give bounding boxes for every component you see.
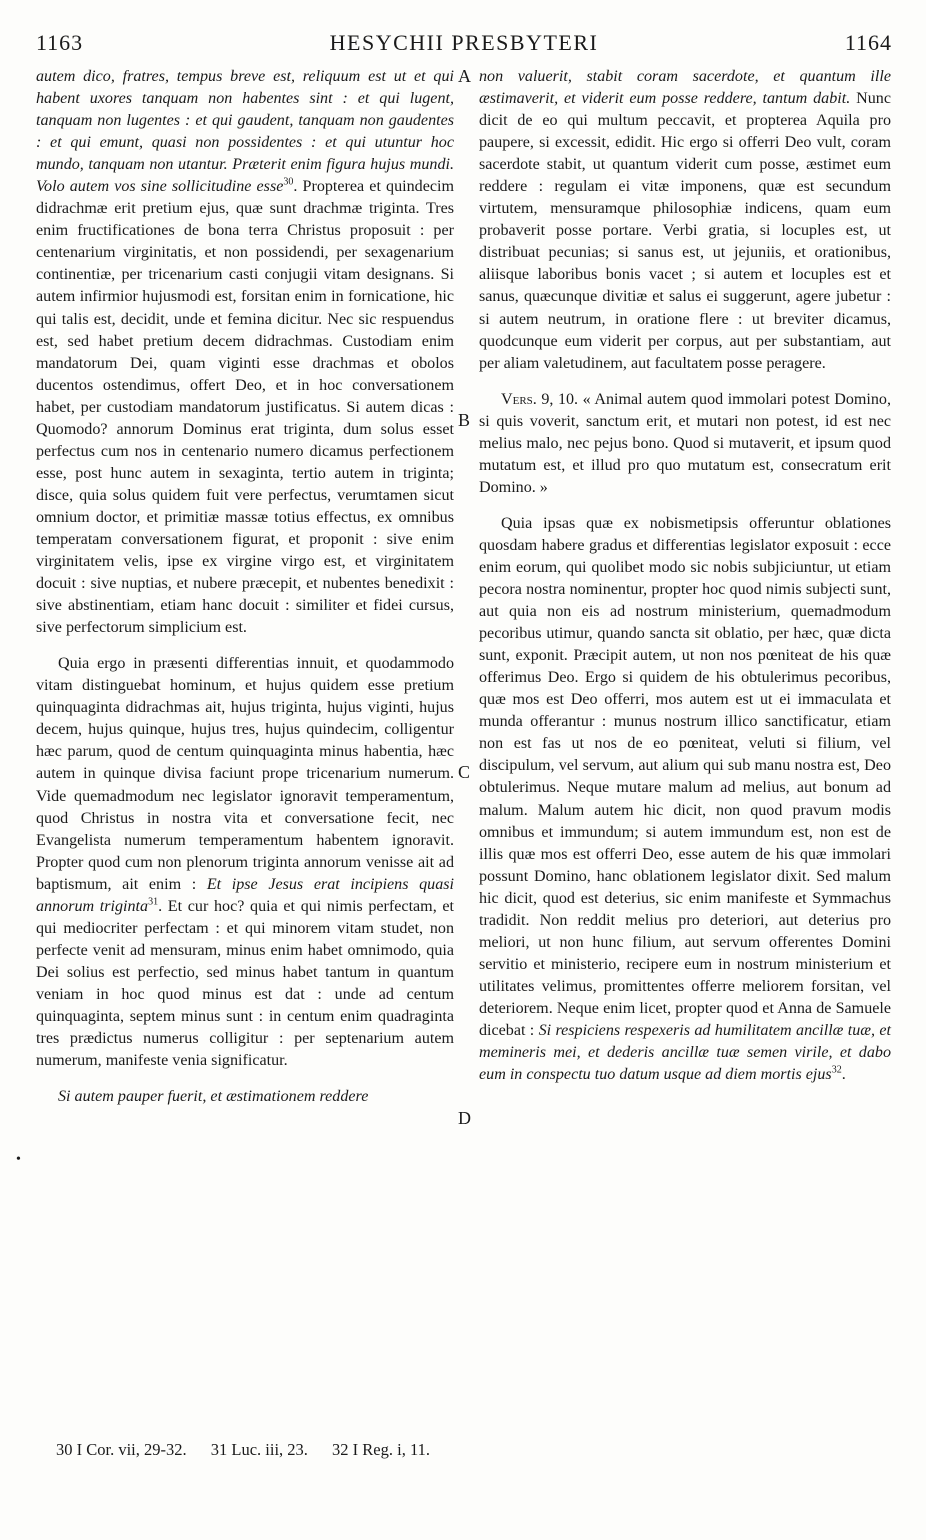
paragraph [36, 653, 454, 1072]
footnote-ref: 32 [831, 1064, 842, 1076]
footnote-ref: 30 [283, 176, 294, 188]
margin-marker-d: D [458, 1108, 471, 1128]
paragraph-text: Nunc dicit de eo qui multum peccavit, et propterea Aquila pro paupere, si excessit, edidit. Hic ergo si offerri Deo vult, coram sacerdote stabit, ut quantum viderit cum posse, æstimet eum reddere : regulam ei vitæ imponens, quæ est secundum virtutem, mensuramque philosophiæ indicens, quam eum probaverit posse portare. Verbi gratia, si locuples est, ut distribuat pecunias; si sanus est, ut jejuniis, et orationibus, aliisque laboribus bonis vacet ; si autem et locuples est et sanus, quæcunque divitiæ et salus ei suggerunt, agere jubetur : si autem neutrum, in oratione flere : ut breviter dicamus, quodcunque eum viderit per corpus, aut per substantiam, aut per aliam valetudinem, aut facultatem posse peragere. [479, 90, 891, 372]
quotation: Si respiciens respexeris ad humilitatem ancillæ tuæ, et memineris mei, et dederis ancillæ tuæ semen virile, et dabo eum in conspectu tuo datum usque ad diem mortis ejus [479, 1021, 891, 1084]
verse-text: « Animal autem quod immolari potest Domino, si quis voverit, sanctum erit, et mutari non potest, id est nec melius malo, nec pejus bono. Quod si mutaverit, et ipsum quod mutatum est, et illud pro quo mutatum est, consecratum erit Domino. » [479, 390, 892, 496]
paragraph-text: . Propterea et quindecim didrachmæ erit pretium ejus, quæ sunt drachmæ triginta. Tres enim fructificationes de bona terra Christus proposuit : per centenarium virginitatis, et non possidendi, per sexagenarium continentiæ, per tricenarium casti conjugii vitam designans. Si autem infirmior hujusmodi est, forsitan enim in fornicatione, hic qui talis est, decidit, unde et femina dicitur. Nec sic respuendus est, sed habet pretium decem didrachmas. Custodiam enim mandatorum Dei, quam viginti esse drachmas et obolos ducentos ostendimus, offert Deo, et in hoc conversationem habet, per custodiam mandatorum justificatus. Si autem dicas : Quomodo? annorum Dominus erat triginta, dum solus esset perfectus cum nos in centenario numero dicamus perfectionem esse, post hunc autem in sexaginta, tertio autem in triginta; disce, quia solus quidem fuit vere perfectus, verumtamen sicut omnium doctor, et primitiæ massæ totius effectus, ex omnibus temperatam conversationem figurat, et proponit : sive enim virginitatem velis, ipse ex virgine virgo est, et virginitatem docuit : sive nuptias, et nubere præcepit, et nubentes benedixit : sive abstinentiam, etiam hanc docuit : similiter et fidei cursus, sive perfectorum simplicium est. [36, 178, 454, 637]
quotation: Et ipse Jesus erat incipiens quasi annorum triginta [36, 875, 455, 915]
footnote: 31 Luc. iii, 23. [210, 1440, 308, 1459]
margin-marker-b: B [458, 410, 471, 430]
paragraph [36, 1086, 454, 1108]
right-column [479, 66, 891, 1086]
paragraph-text: Quia ipsas quæ ex nobismetipsis offeruntur oblationes quosdam habere gradus et differentias legislator exposuit : ecce enim eorum, qui quolibet modo sic nobis subjiciuntur, ut etiam pecora nostra nominentur, propter hoc quod nimis subjecti sunt, aut quia non eis ad nostrum ministerium, quemadmodum pecoribus utimur, quando sancta sit oblatio, per hæc, quæ dicta sunt, exponit. Præcipit autem, ut non nos pœniteat de his quæ offerimus Deo. Ergo si quidem de his obtulerimus pecoribus, quæ mos est Deo offerri, mos autem est ut ei immaculata et munda offerantur : munus nostrum illico sanctificatur, etiam non est fas ut nos de eo pœniteat, veluti si filium, vel discipulum, vel servum, aut alium qui sub manu nostra est, Deo obtulerimus. Neque mutare malum ad melius, aut bonum ad malum. Malum autem hic dicit, non quod pravum modis omnibus et immundum; si autem immundum est, non est de illis quæ mos est offerri Deo, esse autem de his quæ immolari possunt Domino, hanc oblationem legislator dixit. Sed malum hic dicit, quod est deterius, sic enim manifeste et Symmachus tradidit. Non reddit melius pro deteriori, aut deterius pro meliori, ut non hunc filium, aut servum offerentes Domini servitio et ministerio, recipere eum in nostrum ministerium et utilitates velimus, promittentes offerre meliorem forsitan, vel deteriorem. Neque enim licet, propter quod et Anna de Samuele dicebat : [479, 514, 891, 1039]
verse-label: Vers. 9, 10. [501, 390, 579, 408]
left-column [36, 66, 454, 1108]
footnotes [56, 1440, 450, 1460]
paragraph [36, 66, 454, 639]
page-number-left: 1163 [36, 30, 84, 55]
page-number-right: 1164 [844, 30, 892, 55]
page-header [36, 30, 892, 62]
running-title: HESYCHII PRESBYTERI [329, 30, 599, 55]
paragraph [479, 66, 891, 375]
paragraph-text: . Et cur hoc? quia et qui nimis perfectam, et qui mediocriter perfectam : et qui minorem vitam studet, non perfecte venit ad mensuram, minus enim habet omnimodo, quia Dei solius est perfectio, sed minus habet tantum in quantum veniam in hoc quod minus est dat : unde ad centum quinquaginta, septem minus sunt : in centum enim quadraginta tres prædictus numerus colligitur : per septenarium autem numerum, manifeste venia significatur. [36, 897, 455, 1070]
footnote: 32 I Reg. i, 11. [332, 1440, 430, 1459]
paragraph-text: . [841, 1066, 846, 1084]
verse-paragraph [479, 389, 891, 499]
quotation: non valuerit, stabit coram sacerdote, et quantum ille æstimaverit, et viderit eum posse reddere, tantum dabit. [479, 68, 891, 108]
footnote-ref: 31 [148, 896, 159, 908]
paragraph-text: Quia ergo in præsenti differentias innuit, et quodammodo vitam distinguebat hominum, et hujus quidem esse pretium quinquaginta didrachmas ait, hujus triginta, hujus viginti, hujus decem, hujus quinque, hujus tres, hujus quindecim, colligentur hæc parum, quod de centum quinquaginta minus habentia, hæc autem in quinque divisa faciunt prope tricenarium numerum. Vide quemadmodum nec legislator ignoravit temperamentum, quod Christus in nostra vita et conversatione fecit, nec Evangelista numerum temperamentum habentem ignoravit. Propter quod cum non plenorum triginta annorum venisse ait ad baptismum, ait enim : [36, 655, 454, 893]
quotation: autem dico, fratres, tempus breve est, reliquum est ut et qui habent uxores tanquam non habentes sint : et qui lugent, tanquam non lugentes : et qui gaudent, tanquam non gaudentes : et qui emunt, quasi non possidentes : et qui utuntur hoc mundo, tanquam non utantur. Præterit enim figura hujus mundi. Volo autem vos sine sollicitudine esse [36, 68, 454, 196]
quotation: Si autem pauper fuerit, et æstimationem reddere [58, 1088, 369, 1106]
paragraph [479, 513, 891, 1086]
margin-marker-c: C [458, 762, 471, 782]
footnote: 30 I Cor. vii, 29-32. [56, 1440, 187, 1459]
stray-mark: • [16, 1152, 21, 1167]
margin-marker-a: A [458, 66, 471, 86]
